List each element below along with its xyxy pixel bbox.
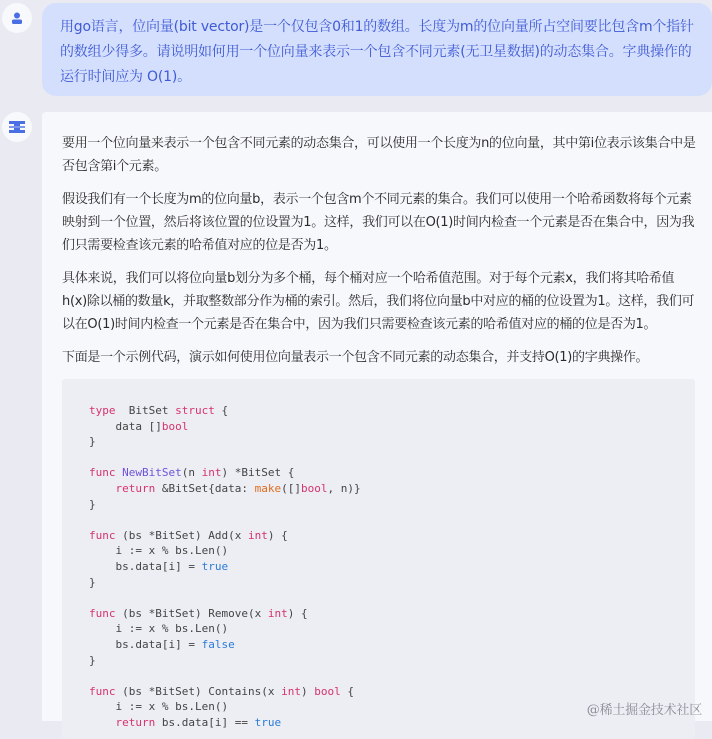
code-token: return (115, 481, 156, 495)
code-token: i := x % bs.Len() (89, 700, 229, 714)
code-token: i := x % bs.Len() (89, 544, 229, 558)
code-token: , n)} (327, 481, 361, 495)
answer-paragraph-2: 假设我们有一个长度为m的位向量b，表示一个包含m个不同元素的集合。我们可以使用一个哈希函数将每个元素映射到一个位置，然后将该位置的位设置为1。这样，我们可以在O(1)时间内检查一个元素是否在集合中，因为我们只需要检查该元素的哈希值对应的位是否为1。 (62, 192, 695, 253)
user-message-bubble (42, 3, 712, 96)
code-token: bool (161, 419, 189, 433)
code-token: int (267, 606, 288, 620)
user-message-text: 用go语言，位向量(bit vector)是一个仅包含0和1的数组。长度为m的位向量所占空间要比包含m个指针的数组少得多。请说明如何用一个位向量来表示一个包含不同元素(无卫星数据)的动态集合。字典操作的运行时间应为 O(1)。 (60, 19, 694, 85)
code-token: NewBitSet (122, 466, 182, 480)
code-token: { (214, 404, 229, 417)
code-token: func (89, 606, 116, 620)
code-line (89, 512, 695, 528)
code-token: bs.data[i] == (155, 715, 255, 729)
code-block[interactable] (62, 379, 695, 739)
bot-logo-icon (8, 120, 26, 134)
code-line (89, 450, 695, 466)
code-token: } (89, 435, 96, 449)
code-line (89, 481, 695, 497)
code-line (89, 465, 695, 481)
user-icon (10, 11, 24, 25)
code-token: int (247, 528, 268, 542)
code-token: func (89, 528, 116, 542)
watermark-credit: @稀土掘金技术社区 (586, 703, 702, 718)
code-token: } (89, 497, 96, 511)
code-token: int (201, 466, 222, 480)
code-token: (bs *BitSet) Remove(x (115, 606, 268, 620)
code-line (89, 528, 695, 544)
code-token: &BitSet{data: (155, 481, 255, 495)
code-token: (bs *BitSet) Add(x (115, 528, 248, 542)
answer-paragraph-3: 具体来说，我们可以将位向量b划分为多个桶，每个桶对应一个哈希值范围。对于每个元素x，我们将其哈希值h(x)除以桶的数量k，并取整数部分作为桶的索引。然后，我们将位向量b中对应的桶的位设置为1。这样，我们可以在O(1)时间内检查一个元素是否在集合中，因为我们只需要检查该元素的哈希值对应的桶的位是否为1。 (62, 271, 695, 332)
code-token: ) *BitSet { (221, 466, 295, 480)
code-token: ([] (281, 481, 301, 495)
code-token: true (254, 715, 282, 729)
code-token: data [] (89, 419, 162, 433)
code-token: bs.data[i] = (89, 559, 202, 573)
answer-paragraph-1: 要用一个位向量来表示一个包含不同元素的动态集合，可以使用一个长度为n的位向量，其中第i位表示该集合中是否包含第i个元素。 (62, 136, 696, 174)
code-line (89, 543, 695, 559)
code-line (89, 575, 695, 591)
code-token: struct (175, 404, 215, 417)
user-avatar (2, 3, 32, 33)
code-line (89, 590, 695, 606)
code-token (89, 482, 116, 495)
code-line (89, 559, 695, 575)
code-token: make (254, 481, 282, 495)
code-line (89, 497, 695, 513)
code-line (89, 684, 695, 700)
code-token: bs.data[i] = (89, 637, 202, 651)
code-token: return (115, 715, 156, 729)
code-line (89, 621, 695, 637)
code-token: func (89, 684, 116, 698)
code-token: (n (181, 466, 202, 480)
answer-paragraph-4: 下面是一个示例代码，演示如何使用位向量表示一个包含不同元素的动态集合，并支持O(1)的字典操作。 (62, 350, 649, 365)
code-line (89, 434, 695, 450)
code-token: (bs *BitSet) Contains(x (115, 684, 282, 698)
code-line (89, 637, 695, 653)
code-line (89, 403, 695, 419)
code-line (89, 668, 695, 684)
code-token: func (89, 466, 116, 480)
code-line (89, 653, 695, 669)
code-token: { (340, 684, 354, 698)
code-token: bool (300, 481, 328, 495)
code-token: } (89, 575, 96, 589)
code-token: int (281, 684, 301, 698)
code-token: false (201, 637, 235, 651)
code-token: ) { (267, 528, 288, 542)
code-token: ) (300, 684, 315, 698)
code-token: type (89, 404, 116, 417)
code-token: i := x % bs.Len() (89, 622, 229, 636)
code-line (89, 419, 695, 435)
code-token: true (201, 559, 229, 573)
bot-message-panel (42, 112, 712, 729)
code-line (89, 606, 695, 622)
code-token: ) { (287, 606, 308, 620)
code-token: BitSet (115, 404, 176, 417)
bot-avatar (2, 112, 32, 142)
code-token (89, 716, 116, 729)
code-token: } (89, 653, 96, 667)
code-token: bool (314, 684, 341, 698)
